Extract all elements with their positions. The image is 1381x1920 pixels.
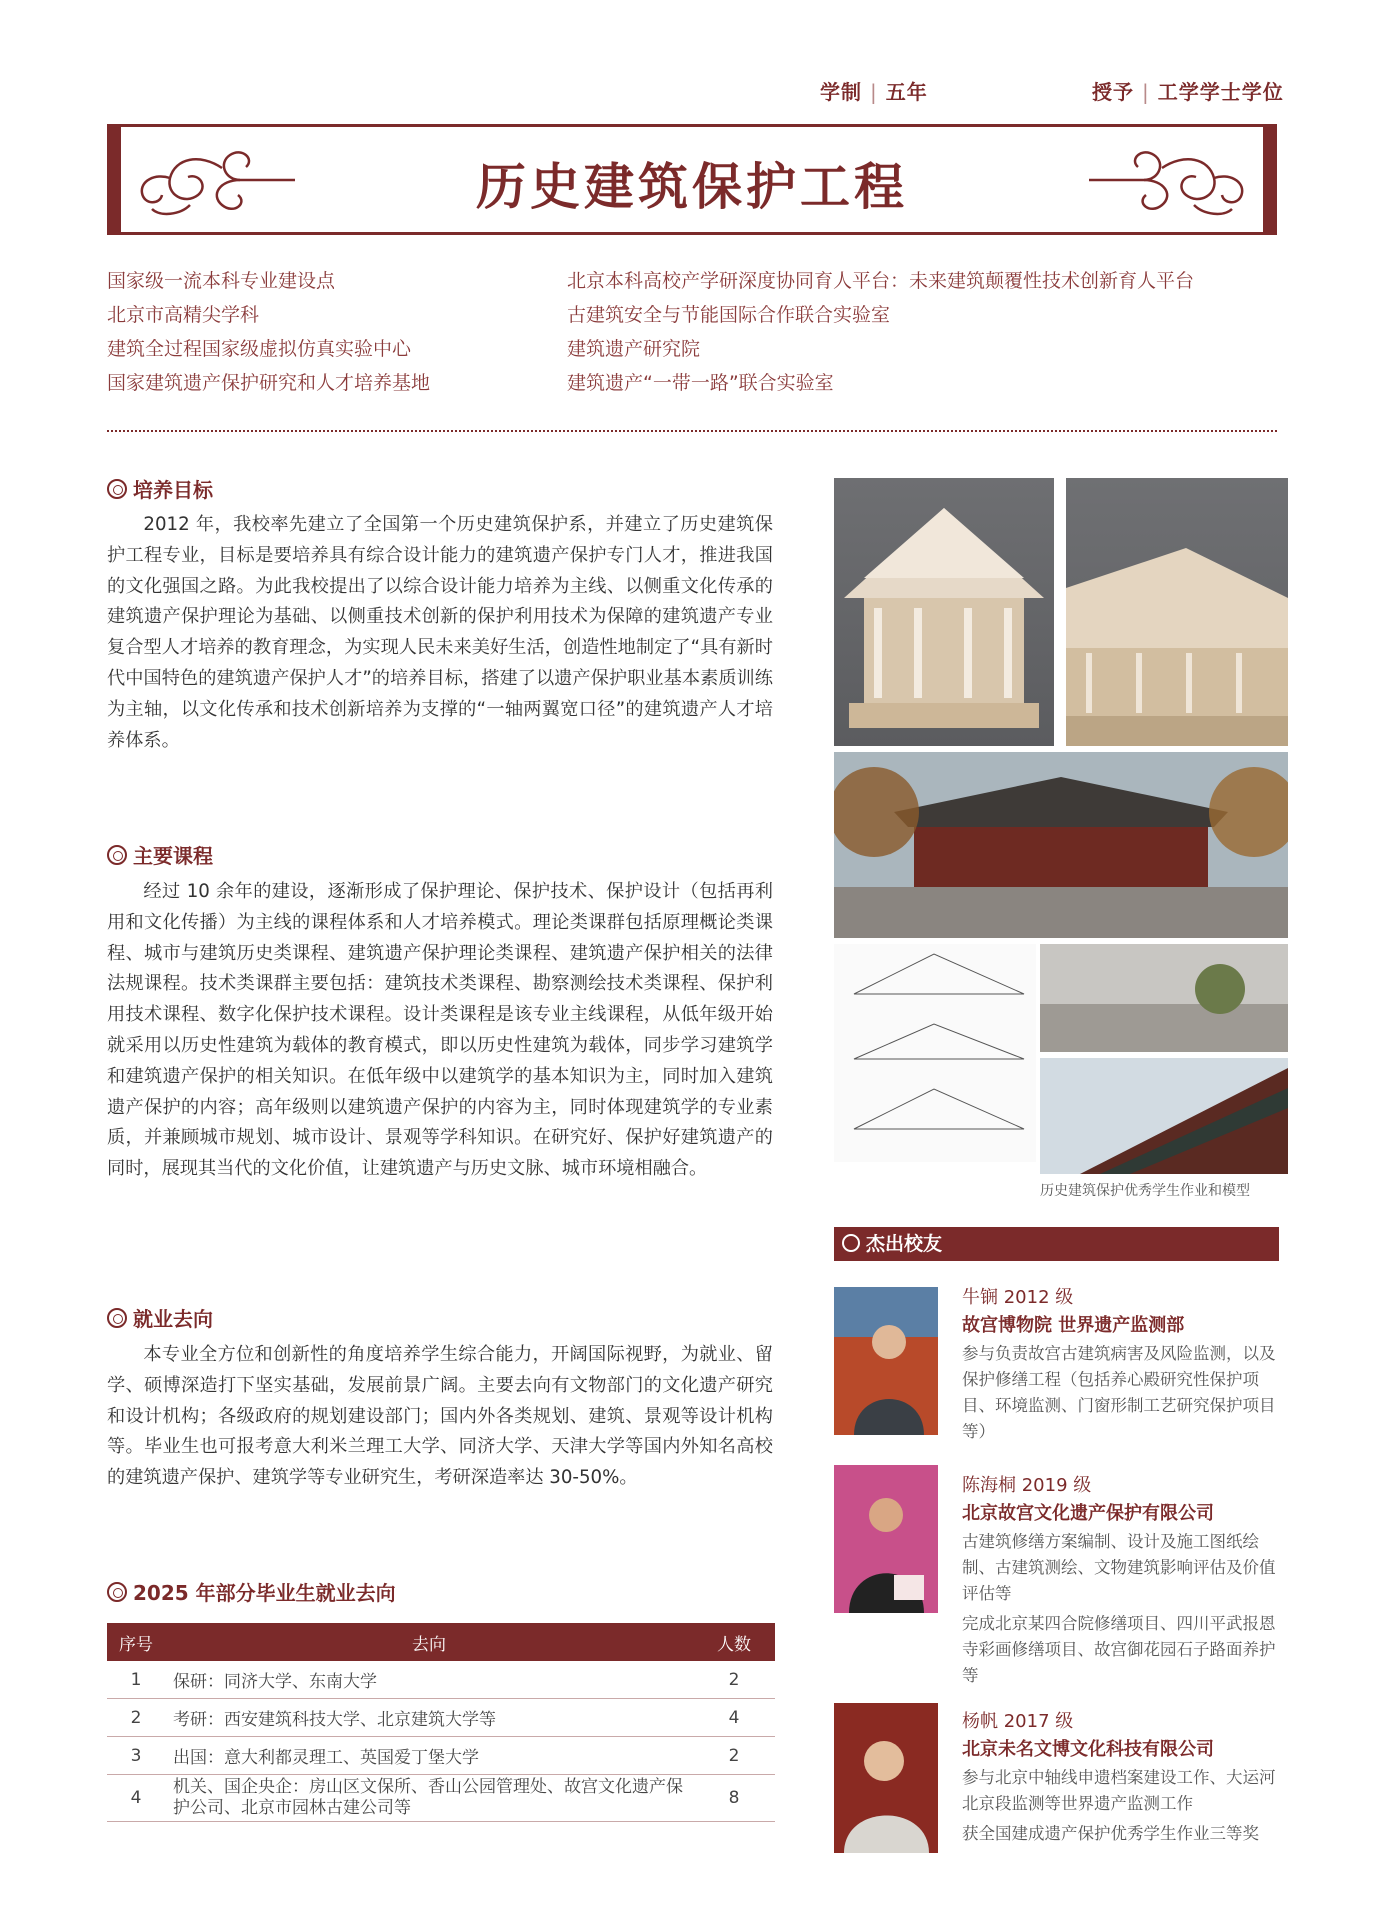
alumni-desc: 参与北京中轴线申遗档案建设工作、大运河北京段监测等世界遗产监测工作 [962, 1768, 1276, 1813]
alumni-org: 北京未名文博文化科技有限公司 [962, 1739, 1214, 1760]
honor-item: 国家建筑遗产保护研究和人才培养基地 [107, 372, 431, 394]
pavilion-model-image [834, 478, 1054, 746]
section-heading-text: 培养目标 [133, 478, 213, 502]
courtyard-rendering-image [1040, 944, 1288, 1052]
cell-count: 4 [693, 1699, 775, 1737]
alumni-photo-3 [834, 1703, 938, 1853]
study-period: 学制 | 五年 [820, 80, 928, 104]
alumni-name: 杨帆 2017 级 [962, 1711, 1074, 1732]
bullseye-icon [107, 1582, 127, 1602]
cell-count: 8 [693, 1775, 775, 1822]
drawing-photo [834, 944, 1036, 1162]
eave-photo [1040, 1058, 1288, 1174]
alumni-heading-text: 杰出校友 [866, 1233, 943, 1255]
title-banner [107, 124, 1277, 235]
degree-label: 授予 [1092, 80, 1134, 104]
table-row [107, 1737, 775, 1775]
alumni-card-2 [962, 1471, 1282, 1689]
cell-no: 4 [107, 1775, 165, 1822]
section-heading-table [107, 1577, 396, 1606]
alumni-desc: 完成北京某四合院修缮项目、四川平武报恩寺彩画修缮项目、故宫御花园石子路面养护等 [962, 1614, 1276, 1685]
bullseye-icon [107, 479, 127, 499]
cell-dest: 保研：同济大学、东南大学 [165, 1661, 693, 1699]
hall-model-image [1066, 478, 1288, 746]
avatar [834, 1287, 938, 1435]
employment-table [107, 1623, 775, 1822]
col-header-count: 人数 [693, 1623, 775, 1661]
temple-rendering-image [834, 752, 1288, 938]
honor-item: 建筑遗产“一带一路”联合实验室 [567, 372, 834, 394]
table-row [107, 1775, 775, 1822]
honor-item: 国家级一流本科专业建设点 [107, 270, 336, 292]
career-paragraph: 本专业全方位和创新性的角度培养学生综合能力，开阔国际视野，为就业、留学、硕博深造打下坚实基础，发展前景广阔。主要去向有文物部门的文化遗产研究和设计机构；各级政府的规划建设部门；国内外各类规划、建筑、景观等设计机构等。毕业生也可报考意大利米兰理工大学、同济大学、天津大学等国内外知名高校的建筑遗产保护、建筑学等专业研究生，考研深造率达 30-50%。 [107, 1344, 773, 1489]
cell-no: 3 [107, 1737, 165, 1775]
degree-value: 工学学士学位 [1157, 80, 1284, 104]
gallery-caption: 历史建筑保护优秀学生作业和模型 [1040, 1183, 1250, 1199]
cell-count: 2 [693, 1661, 775, 1699]
honor-item: 建筑全过程国家级虚拟仿真实验中心 [107, 338, 412, 360]
honors-right [567, 264, 1194, 400]
honor-item: 北京本科高校产学研深度协同育人平台：未来建筑颠覆性技术创新育人平台 [567, 270, 1195, 292]
cell-no: 1 [107, 1661, 165, 1699]
alumni-desc: 古建筑修缮方案编制、设计及施工图纸绘制、古建筑测绘、文物建筑影响评估及价值评估等 [962, 1532, 1276, 1603]
honors-left [107, 264, 430, 400]
section-heading-text: 就业去向 [133, 1307, 213, 1331]
section-heading-courses [107, 840, 213, 869]
alumni-card-3 [962, 1707, 1282, 1847]
bullseye-icon [842, 1234, 860, 1252]
alumni-photo-1 [834, 1287, 938, 1435]
cell-dest: 出国：意大利都灵理工、英国爱丁堡大学 [165, 1737, 693, 1775]
model-photo-1 [834, 478, 1054, 746]
page-title: 历史建筑保护工程 [476, 158, 908, 216]
cell-dest: 机关、国企央企：房山区文保所、香山公园管理处、故宫文化遗产保护公司、北京市园林古建公司等 [165, 1775, 693, 1822]
model-photo-2 [1066, 478, 1288, 746]
alumni-photo-2 [834, 1465, 938, 1613]
rendering-photo [834, 752, 1288, 938]
section-heading-goal [107, 474, 213, 503]
col-header-no: 序号 [107, 1623, 165, 1661]
alumni-desc: 获全国建成遗产保护优秀学生作业三等奖 [962, 1824, 1259, 1843]
section-heading-text: 2025 年部分毕业生就业去向 [133, 1581, 396, 1605]
section-heading-text: 主要课程 [133, 844, 213, 868]
alumni-heading [834, 1227, 1279, 1261]
table-header-row [107, 1623, 775, 1661]
section-heading-career [107, 1303, 213, 1332]
study-label: 学制 [820, 80, 862, 104]
honor-item: 北京市高精尖学科 [107, 304, 260, 326]
goal-paragraph: 2012 年，我校率先建立了全国第一个历史建筑保护系，并建立了历史建筑保护工程专业，目标是要培养具有综合设计能力的建筑遗产保护专门人才，推进我国的文化强国之路。为此我校提出了以综合设计能力培养为主线、以侧重文化传承的建筑遗产保护理论为基础、以侧重技术创新的保护利用技术为保障的建筑遗产专业复合型人才培养的教育理念，为实现人民未来美好生活，创造性地制定了“具有新时代中国特色的建筑遗产保护人才”的培养目标，搭建了以遗产保护职业基本素质训练为主轴，以文化传承和技术创新培养为支撑的“一轴两翼宽口径”的建筑遗产人才培养体系。 [107, 514, 773, 751]
courses-paragraph: 经过 10 余年的建设，逐渐形成了保护理论、保护技术、保护设计（包括再利用和文化传播）为主线的课程体系和人才培养模式。理论类课群包括原理概论类课程、城市与建筑历史类课程、建筑遗产保护理论类课程、建筑遗产保护相关的法律法规课程。技术类课群主要包括：建筑技术类课程、勘察测绘技术类课程、保护利用技术课程、数字化保护技术课程。设计类课程是该专业主线课程，从低年级开始就采用以历史性建筑为载体的教育模式，即以历史性建筑为载体，同步学习建筑学和建筑遗产保护的相关知识。在低年级中以建筑学的基本知识为主，同时加入建筑遗产保护的内容；高年级则以建筑遗产保护的内容为主，同时体现建筑学的专业素质，并兼顾城市规划、城市设计、景观等学科知识。在研究好、保护好建筑遗产的同时，展现其当代的文化价值，让建筑遗产与历史文脉、城市环境相融合。 [107, 881, 773, 1180]
table-row [107, 1699, 775, 1737]
alumni-name: 陈海桐 2019 级 [962, 1475, 1092, 1496]
alumni-card-1 [962, 1283, 1282, 1445]
alumni-org: 故宫博物院 世界遗产监测部 [962, 1315, 1185, 1336]
table-row [107, 1661, 775, 1699]
avatar [834, 1465, 938, 1613]
divider [107, 430, 1277, 432]
alumni-desc: 参与负责故宫古建筑病害及风险监测，以及保护修缮工程（包括养心殿研究性保护项目、环境监测、门窗形制工艺研究保护项目等） [962, 1344, 1276, 1441]
study-value: 五年 [885, 80, 928, 104]
honor-item: 古建筑安全与节能国际合作联合实验室 [567, 304, 891, 326]
avatar [834, 1703, 938, 1853]
section-drawing-image [834, 944, 1036, 1162]
degree: 授予 | 工学学士学位 [1092, 80, 1284, 104]
wall-photo [1040, 944, 1288, 1052]
bullseye-icon [107, 1308, 127, 1328]
eave-detail-image [1040, 1058, 1288, 1174]
col-header-dest: 去向 [165, 1623, 693, 1661]
bullseye-icon [107, 845, 127, 865]
alumni-org: 北京故宫文化遗产保护有限公司 [962, 1503, 1214, 1524]
honor-item: 建筑遗产研究院 [567, 338, 701, 360]
alumni-name: 牛锎 2012 级 [962, 1287, 1074, 1308]
cell-no: 2 [107, 1699, 165, 1737]
cell-count: 2 [693, 1737, 775, 1775]
cell-dest: 考研：西安建筑科技大学、北京建筑大学等 [165, 1699, 693, 1737]
